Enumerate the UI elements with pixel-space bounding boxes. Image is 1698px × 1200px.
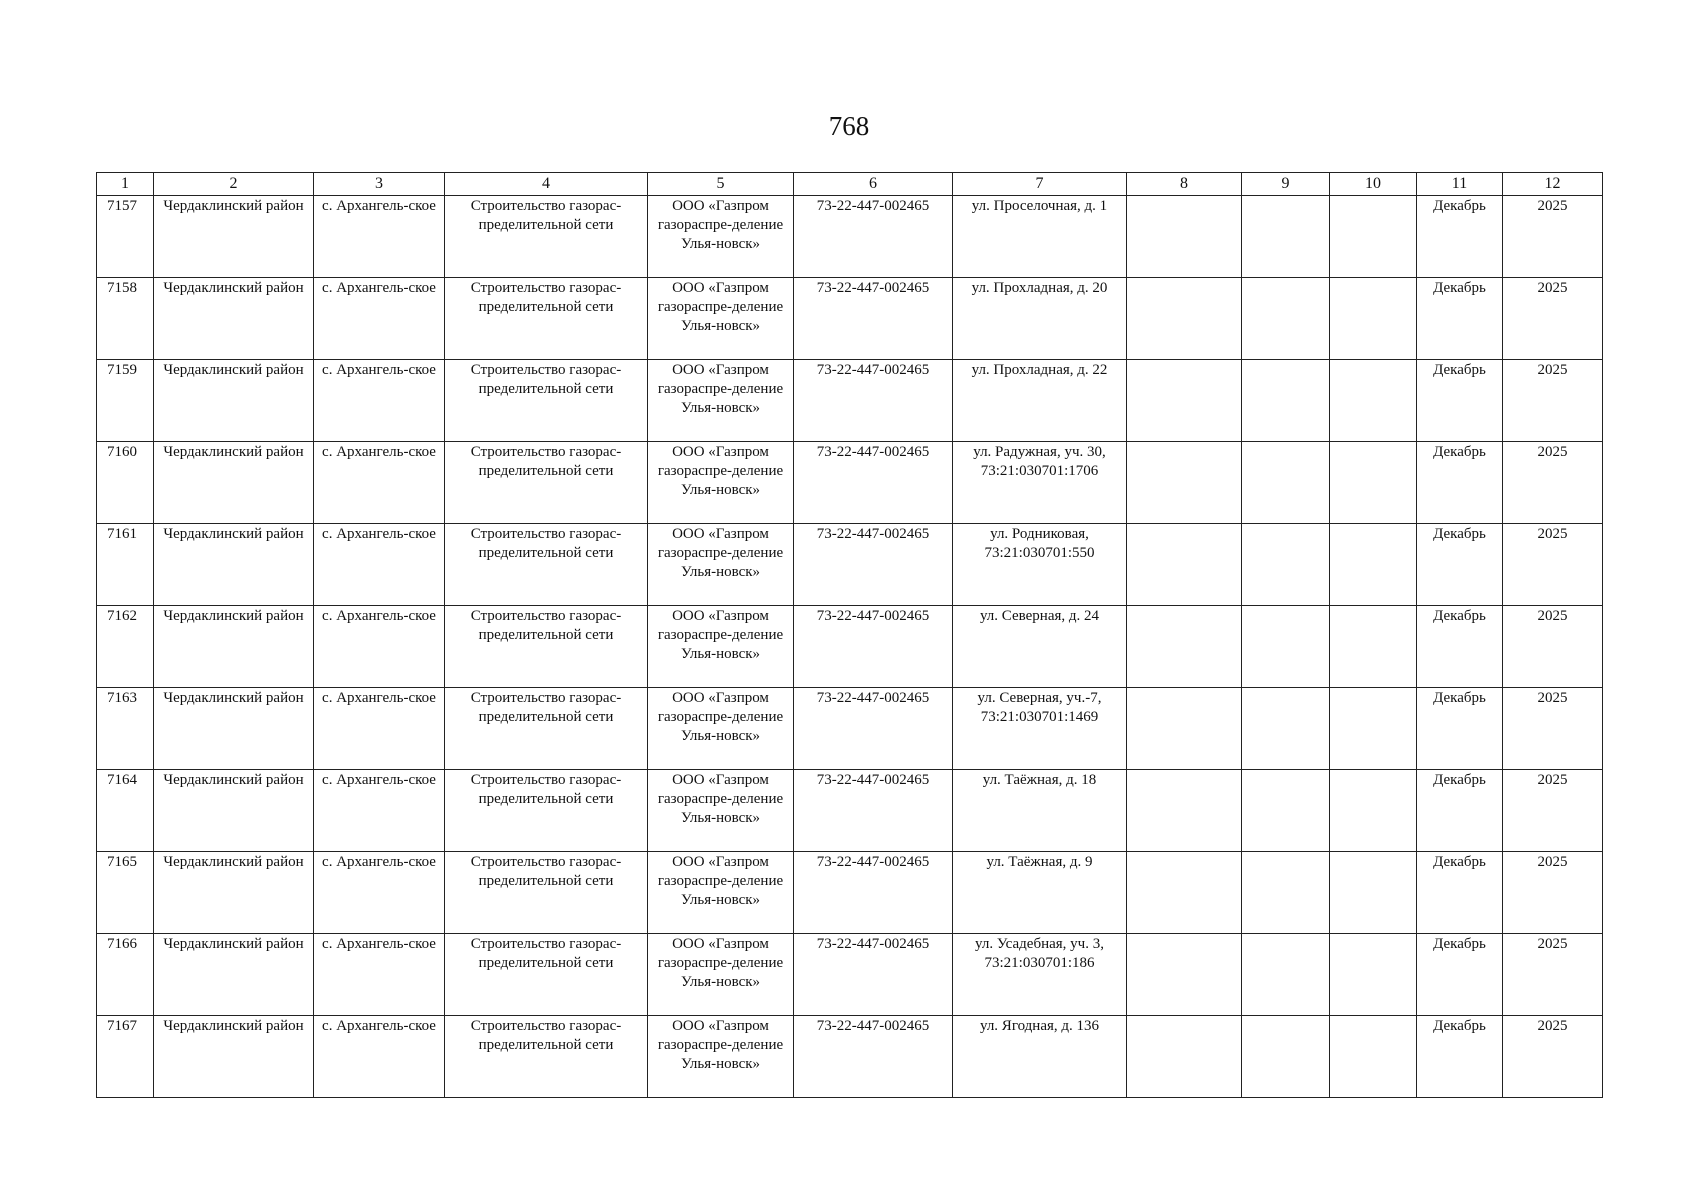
cell-district: Чердаклинский район	[154, 606, 314, 688]
cell-col10	[1330, 442, 1417, 524]
col-header: 4	[445, 173, 648, 196]
cell-number: 7167	[97, 1016, 154, 1098]
cell-address: ул. Родниковая, 73:21:030701:550	[953, 524, 1127, 606]
cell-district: Чердаклинский район	[154, 770, 314, 852]
col-header: 2	[154, 173, 314, 196]
cell-col8	[1127, 524, 1242, 606]
cell-year: 2025	[1503, 934, 1603, 1016]
col-header: 6	[794, 173, 953, 196]
cell-col9	[1242, 524, 1330, 606]
cell-col8	[1127, 278, 1242, 360]
col-header: 7	[953, 173, 1127, 196]
cell-work-type: Строительство газорас-пределительной сети	[445, 196, 648, 278]
cell-organization: ООО «Газпром газораспре-деление Улья-новск»	[648, 852, 794, 934]
col-header: 12	[1503, 173, 1603, 196]
cell-col8	[1127, 442, 1242, 524]
table-row	[97, 934, 1603, 1016]
cell-number: 7160	[97, 442, 154, 524]
cell-address: ул. Ягодная, д. 136	[953, 1016, 1127, 1098]
cell-code: 73-22-447-002465	[794, 1016, 953, 1098]
cell-work-type: Строительство газорас-пределительной сети	[445, 606, 648, 688]
table-row	[97, 524, 1603, 606]
cell-col9	[1242, 360, 1330, 442]
cell-settlement: с. Архангель-ское	[314, 688, 445, 770]
cell-work-type: Строительство газорас-пределительной сети	[445, 278, 648, 360]
cell-col9	[1242, 606, 1330, 688]
cell-organization: ООО «Газпром газораспре-деление Улья-новск»	[648, 770, 794, 852]
col-header: 11	[1417, 173, 1503, 196]
cell-month: Декабрь	[1417, 934, 1503, 1016]
cell-number: 7164	[97, 770, 154, 852]
cell-district: Чердаклинский район	[154, 852, 314, 934]
cell-settlement: с. Архангель-ское	[314, 196, 445, 278]
cell-month: Декабрь	[1417, 360, 1503, 442]
cell-address: ул. Таёжная, д. 18	[953, 770, 1127, 852]
cell-year: 2025	[1503, 606, 1603, 688]
cell-organization: ООО «Газпром газораспре-деление Улья-новск»	[648, 934, 794, 1016]
cell-work-type: Строительство газорас-пределительной сети	[445, 360, 648, 442]
cell-year: 2025	[1503, 442, 1603, 524]
cell-work-type: Строительство газорас-пределительной сети	[445, 688, 648, 770]
col-header: 10	[1330, 173, 1417, 196]
register-table	[96, 172, 1603, 1098]
cell-number: 7161	[97, 524, 154, 606]
cell-settlement: с. Архангель-ское	[314, 278, 445, 360]
cell-work-type: Строительство газорас-пределительной сети	[445, 770, 648, 852]
cell-code: 73-22-447-002465	[794, 360, 953, 442]
cell-code: 73-22-447-002465	[794, 442, 953, 524]
col-header: 5	[648, 173, 794, 196]
cell-col8	[1127, 770, 1242, 852]
table-row	[97, 606, 1603, 688]
cell-month: Декабрь	[1417, 1016, 1503, 1098]
cell-settlement: с. Архангель-ское	[314, 524, 445, 606]
table-body	[97, 196, 1603, 1098]
cell-col10	[1330, 852, 1417, 934]
cell-col10	[1330, 770, 1417, 852]
cell-col10	[1330, 1016, 1417, 1098]
cell-settlement: с. Архангель-ское	[314, 606, 445, 688]
cell-address: ул. Проселочная, д. 1	[953, 196, 1127, 278]
cell-code: 73-22-447-002465	[794, 524, 953, 606]
cell-organization: ООО «Газпром газораспре-деление Улья-новск»	[648, 606, 794, 688]
cell-year: 2025	[1503, 196, 1603, 278]
cell-work-type: Строительство газорас-пределительной сети	[445, 524, 648, 606]
cell-number: 7157	[97, 196, 154, 278]
cell-col9	[1242, 852, 1330, 934]
cell-col10	[1330, 688, 1417, 770]
cell-work-type: Строительство газорас-пределительной сети	[445, 442, 648, 524]
table-row	[97, 442, 1603, 524]
table-row	[97, 1016, 1603, 1098]
cell-col9	[1242, 1016, 1330, 1098]
cell-code: 73-22-447-002465	[794, 852, 953, 934]
cell-col9	[1242, 442, 1330, 524]
cell-district: Чердаклинский район	[154, 442, 314, 524]
cell-col10	[1330, 196, 1417, 278]
cell-address: ул. Прохладная, д. 20	[953, 278, 1127, 360]
col-header: 9	[1242, 173, 1330, 196]
cell-col9	[1242, 934, 1330, 1016]
table-row	[97, 278, 1603, 360]
cell-col8	[1127, 360, 1242, 442]
cell-col10	[1330, 278, 1417, 360]
cell-month: Декабрь	[1417, 688, 1503, 770]
cell-col8	[1127, 196, 1242, 278]
cell-settlement: с. Архангель-ское	[314, 1016, 445, 1098]
cell-settlement: с. Архангель-ское	[314, 934, 445, 1016]
cell-settlement: с. Архангель-ское	[314, 770, 445, 852]
table-row	[97, 360, 1603, 442]
cell-month: Декабрь	[1417, 770, 1503, 852]
cell-col8	[1127, 606, 1242, 688]
cell-month: Декабрь	[1417, 442, 1503, 524]
cell-work-type: Строительство газорас-пределительной сети	[445, 934, 648, 1016]
page-number: 768	[828, 111, 870, 141]
cell-settlement: с. Архангель-ское	[314, 442, 445, 524]
cell-work-type: Строительство газорас-пределительной сети	[445, 852, 648, 934]
cell-col8	[1127, 1016, 1242, 1098]
cell-code: 73-22-447-002465	[794, 606, 953, 688]
cell-number: 7166	[97, 934, 154, 1016]
cell-address: ул. Таёжная, д. 9	[953, 852, 1127, 934]
cell-col10	[1330, 934, 1417, 1016]
table-row	[97, 770, 1603, 852]
cell-address: ул. Прохладная, д. 22	[953, 360, 1127, 442]
cell-year: 2025	[1503, 524, 1603, 606]
cell-code: 73-22-447-002465	[794, 770, 953, 852]
cell-district: Чердаклинский район	[154, 524, 314, 606]
cell-organization: ООО «Газпром газораспре-деление Улья-новск»	[648, 278, 794, 360]
cell-district: Чердаклинский район	[154, 278, 314, 360]
cell-district: Чердаклинский район	[154, 934, 314, 1016]
cell-year: 2025	[1503, 852, 1603, 934]
cell-settlement: с. Архангель-ское	[314, 360, 445, 442]
cell-month: Декабрь	[1417, 606, 1503, 688]
cell-col10	[1330, 606, 1417, 688]
cell-organization: ООО «Газпром газораспре-деление Улья-новск»	[648, 524, 794, 606]
cell-code: 73-22-447-002465	[794, 934, 953, 1016]
cell-col8	[1127, 852, 1242, 934]
table-row	[97, 196, 1603, 278]
cell-year: 2025	[1503, 278, 1603, 360]
cell-col8	[1127, 688, 1242, 770]
cell-organization: ООО «Газпром газораспре-деление Улья-новск»	[648, 360, 794, 442]
cell-district: Чердаклинский район	[154, 688, 314, 770]
col-header: 3	[314, 173, 445, 196]
cell-col9	[1242, 278, 1330, 360]
cell-year: 2025	[1503, 1016, 1603, 1098]
cell-col10	[1330, 524, 1417, 606]
cell-col9	[1242, 770, 1330, 852]
cell-address: ул. Северная, д. 24	[953, 606, 1127, 688]
cell-year: 2025	[1503, 688, 1603, 770]
cell-code: 73-22-447-002465	[794, 196, 953, 278]
cell-district: Чердаклинский район	[154, 1016, 314, 1098]
cell-settlement: с. Архангель-ское	[314, 852, 445, 934]
cell-address: ул. Северная, уч.-7, 73:21:030701:1469	[953, 688, 1127, 770]
cell-organization: ООО «Газпром газораспре-деление Улья-новск»	[648, 1016, 794, 1098]
cell-col9	[1242, 196, 1330, 278]
table-row	[97, 688, 1603, 770]
header-row	[97, 173, 1603, 196]
cell-col10	[1330, 360, 1417, 442]
cell-code: 73-22-447-002465	[794, 688, 953, 770]
col-header: 1	[97, 173, 154, 196]
cell-year: 2025	[1503, 360, 1603, 442]
cell-month: Декабрь	[1417, 196, 1503, 278]
cell-district: Чердаклинский район	[154, 360, 314, 442]
cell-number: 7163	[97, 688, 154, 770]
cell-organization: ООО «Газпром газораспре-деление Улья-новск»	[648, 688, 794, 770]
cell-year: 2025	[1503, 770, 1603, 852]
col-header: 8	[1127, 173, 1242, 196]
cell-organization: ООО «Газпром газораспре-деление Улья-новск»	[648, 196, 794, 278]
table-row	[97, 852, 1603, 934]
cell-code: 73-22-447-002465	[794, 278, 953, 360]
cell-work-type: Строительство газорас-пределительной сети	[445, 1016, 648, 1098]
cell-col8	[1127, 934, 1242, 1016]
cell-number: 7158	[97, 278, 154, 360]
cell-month: Декабрь	[1417, 278, 1503, 360]
cell-district: Чердаклинский район	[154, 196, 314, 278]
cell-month: Декабрь	[1417, 852, 1503, 934]
cell-number: 7165	[97, 852, 154, 934]
cell-address: ул. Усадебная, уч. 3, 73:21:030701:186	[953, 934, 1127, 1016]
cell-address: ул. Радужная, уч. 30, 73:21:030701:1706	[953, 442, 1127, 524]
cell-month: Декабрь	[1417, 524, 1503, 606]
cell-number: 7159	[97, 360, 154, 442]
cell-col9	[1242, 688, 1330, 770]
cell-number: 7162	[97, 606, 154, 688]
cell-organization: ООО «Газпром газораспре-деление Улья-новск»	[648, 442, 794, 524]
